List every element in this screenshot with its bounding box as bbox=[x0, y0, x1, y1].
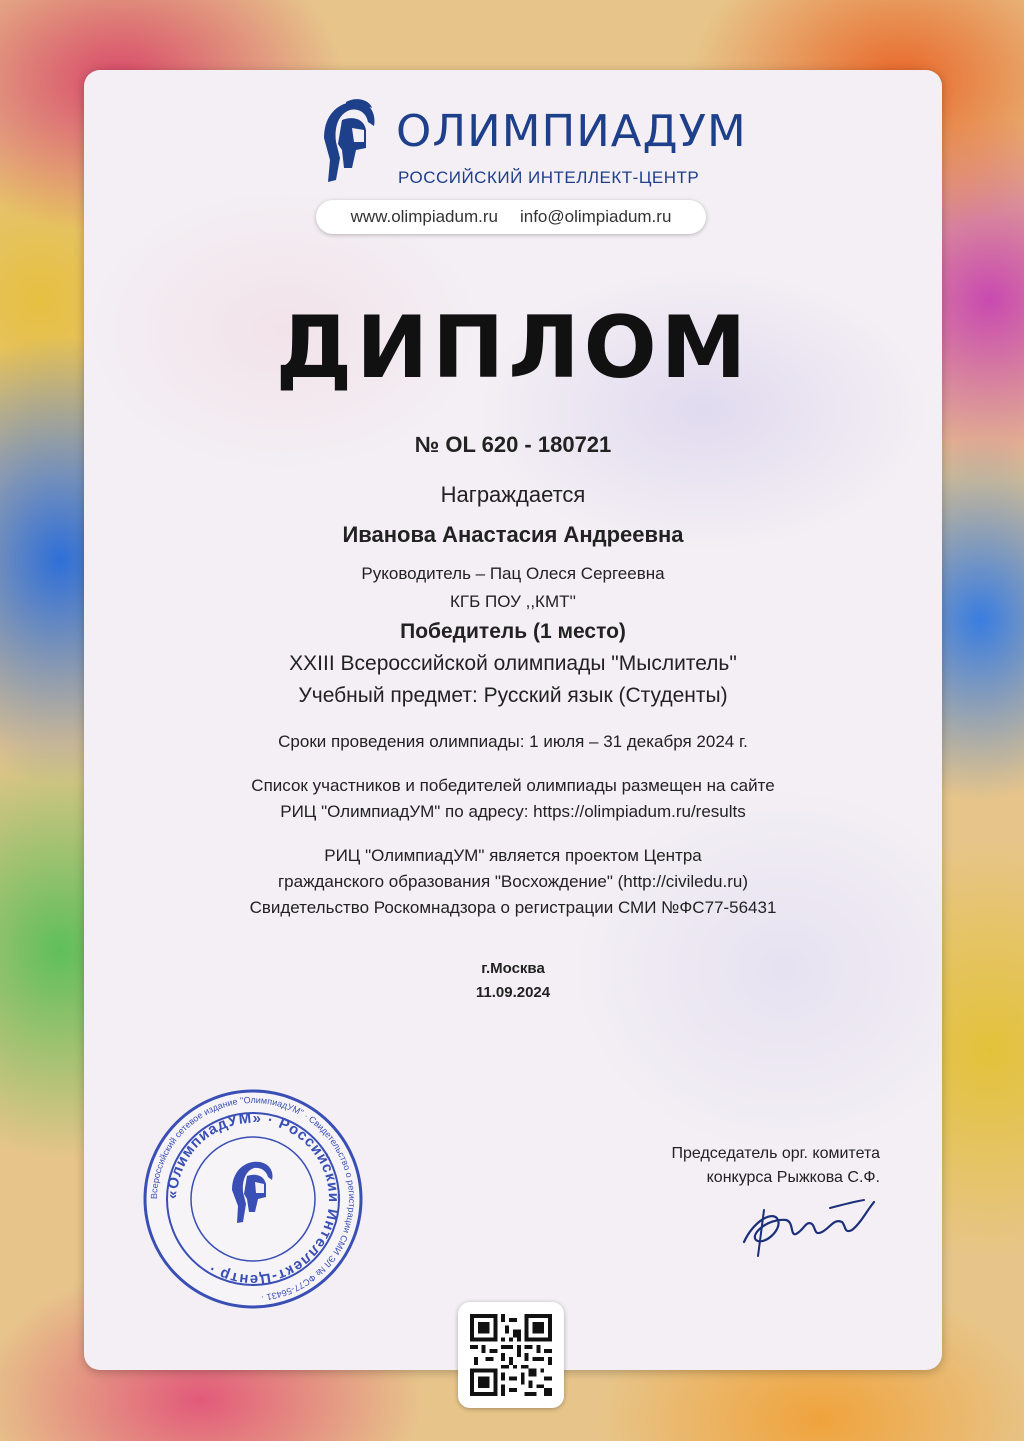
project-line-2: гражданского образования "Восхождение" (http://civiledu.ru) bbox=[277, 872, 749, 891]
project-line-1: РИЦ "ОлимпиадУМ" является проектом Центра bbox=[324, 846, 702, 865]
signature-block bbox=[672, 1142, 881, 1190]
website-link[interactable]: www.olimpiadum.ru bbox=[350, 207, 498, 226]
period: Сроки проведения олимпиады: 1 июля – 31 декабря 2024 г. bbox=[278, 732, 748, 751]
olympiad-name: XXIII Всероссийской олимпиады "Мыслитель" bbox=[289, 652, 737, 675]
diploma-title: ДИПЛОМ bbox=[275, 298, 751, 398]
seal-inner-text: «ОлимпиадУМ» · Российский Интеллект-Центр · bbox=[163, 1109, 343, 1289]
project-line-3: Свидетельство Роскомнадзора о регистрации СМИ №ФС77-56431 bbox=[249, 898, 777, 917]
results-line-2: РИЦ "ОлимпиадУМ" по адресу: https://olimpiadum.ru/results bbox=[280, 802, 746, 821]
subject: Учебный предмет: Русский язык (Студенты) bbox=[298, 684, 728, 707]
city: г.Москва bbox=[481, 960, 545, 977]
issue-date: 11.09.2024 bbox=[475, 984, 551, 1001]
seal-outer-text: Всероссийский сетевое издание "ОлимпиадУМ" · Свидетельство о регистрации СМИ ЭЛ № ФС77-56431 · bbox=[148, 1094, 358, 1303]
diploma-number: № OL 620 - 180721 bbox=[414, 432, 612, 457]
results-line-1: Список участников и победителей олимпиады размещен на сайте bbox=[251, 776, 775, 795]
diploma-card bbox=[84, 70, 942, 1370]
email-link[interactable]: info@olimpiadum.ru bbox=[519, 207, 672, 226]
institution: КГБ ПОУ ,,КМТ'' bbox=[450, 592, 576, 611]
signature-name: конкурса Рыжкова С.Ф. bbox=[706, 1169, 880, 1186]
brand-name: ОЛИМПИАДУМ bbox=[396, 106, 747, 157]
qr-code-icon[interactable] bbox=[470, 1314, 552, 1396]
recipient-name: Иванова Анастасия Андреевна bbox=[342, 522, 684, 547]
qr-code-box[interactable] bbox=[458, 1302, 564, 1408]
contact-pill bbox=[316, 200, 706, 234]
awarded-label: Награждается bbox=[440, 482, 586, 507]
organization-seal bbox=[142, 1088, 364, 1310]
logo bbox=[316, 98, 747, 198]
brand-subtitle: РОССИЙСКИЙ ИНТЕЛЛЕКТ-ЦЕНТР bbox=[398, 168, 700, 187]
supervisor: Руководитель – Пац Олеся Сергеевна bbox=[361, 564, 665, 583]
handwritten-signature-icon bbox=[734, 1190, 884, 1260]
place: Победитель (1 место) bbox=[400, 620, 626, 643]
helmet-logo-icon bbox=[316, 98, 376, 184]
signature-title: Председатель орг. комитета bbox=[671, 1145, 880, 1162]
